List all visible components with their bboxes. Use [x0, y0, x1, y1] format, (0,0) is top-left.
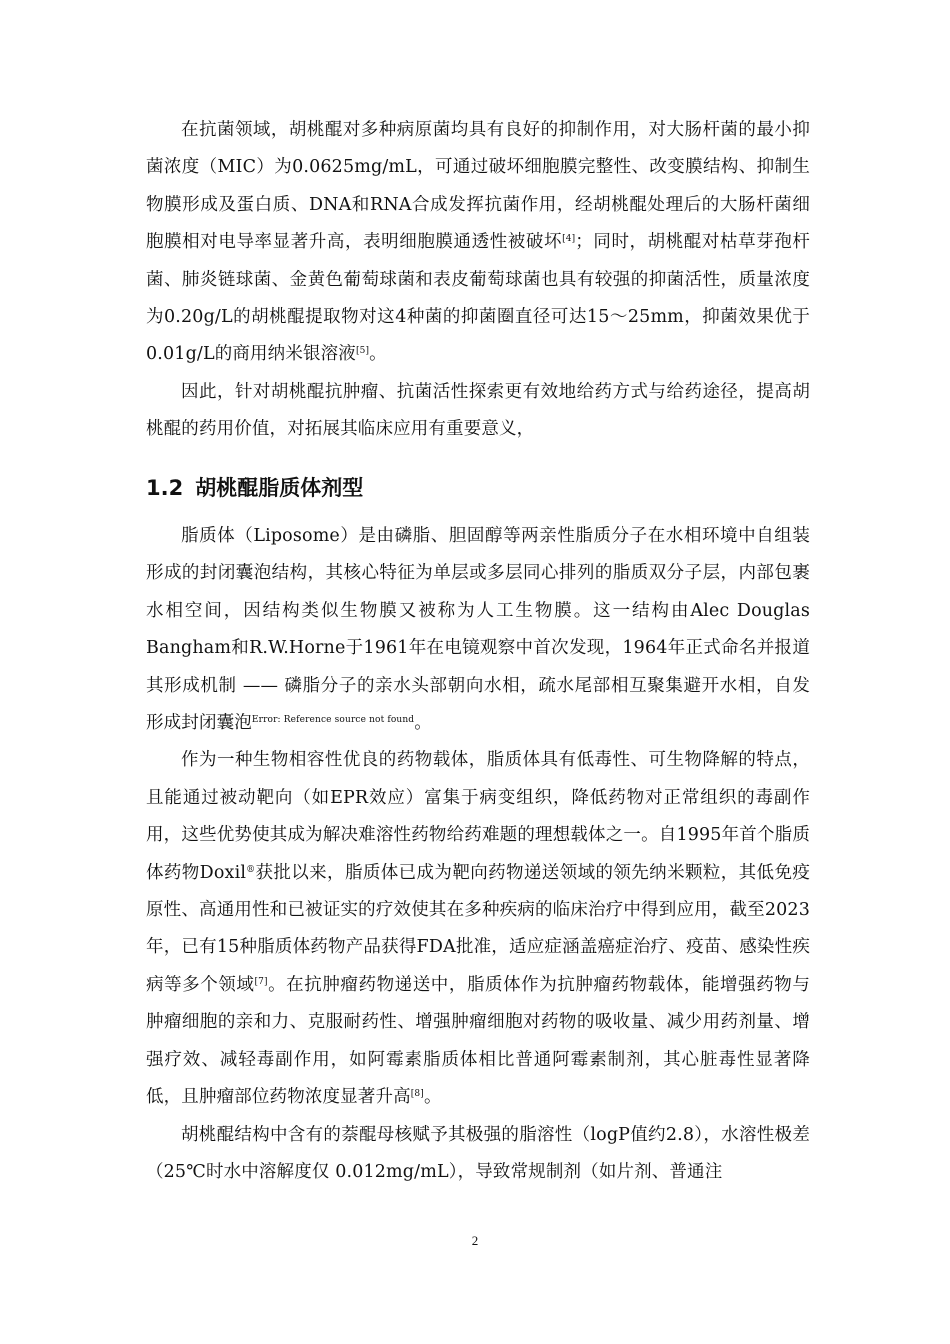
section-1-2-body	[146, 518, 810, 1191]
section-heading	[146, 470, 363, 506]
registered-mark: ®	[246, 864, 256, 875]
paragraph-text: 在抗菌领域，胡桃醌对多种病原菌均具有良好的抑制作用，对大肠杆菌的最小抑菌浓度（MIC）为0.0625mg/mL，可通过破坏细胞膜完整性、改变膜结构、抑制生物膜形成及蛋白质、DNA和RNA合成发挥抗菌作用，经胡桃醌处理后的大肠杆菌细胞膜相对电导率显著升高，表明细胞膜通透性被破坏	[146, 120, 810, 253]
citation-ref[interactable]: [5]	[355, 346, 370, 357]
section-title: 胡桃醌脂质体剂型	[195, 476, 364, 500]
paragraph-conclusion: 因此，针对胡桃醌抗肿瘤、抗菌活性探索更有效地给药方式与给药途径，提高胡桃醌的药用价值，对拓展其临床应用有重要意义，	[146, 381, 810, 440]
paragraph-text: 获批以来，脂质体已成为靶向药物递送领域的领先纳米颗粒，其低免疫原性、高通用性和已被证实的疗效使其在多种疾病的临床治疗中得到应用，截至2023年，已有15种脂质体药物产品获得FDA批准，适应症涵盖癌症治疗、疫苗、感染性疾病等多个领域	[146, 862, 810, 995]
paragraph-text: 。	[414, 713, 432, 734]
paragraph-text: 。	[423, 1087, 442, 1108]
citation-ref[interactable]: [4]	[562, 234, 576, 245]
paragraph-juglone-solubility: 胡桃醌结构中含有的萘醌母核赋予其极强的脂溶性（logP值约2.8），水溶性极差（25℃时水中溶解度仅 0.012mg/mL），导致常规制剂（如片剂、普通注	[146, 1124, 810, 1182]
section-1-1-continuation	[146, 112, 810, 449]
section-number: 1.2	[146, 476, 184, 500]
paragraph-text: 作为一种生物相容性优良的药物载体，脂质体具有低毒性、可生物降解的特点，且能通过被动靶向（如EPR效应）富集于病变组织，降低药物对正常组织的毒副作用，这些优势使其成为解决难溶性药物给药难题的理想载体之一。自1995年首个脂质体药物Doxil	[146, 750, 810, 883]
citation-ref[interactable]: [8]	[410, 1089, 424, 1100]
paragraph-text: ；同时，胡桃醌对枯草芽孢杆菌、肺炎链球菌、金黄色葡萄球菌和表皮葡萄球菌也具有较强的抑菌活性，质量浓度为0.20g/L的胡桃醌提取物对这4种菌的抑菌圈直径可达15～25mm，抑菌效果优于0.01g/L的商用纳米银溶液	[146, 232, 810, 365]
paragraph-liposome-carrier	[146, 742, 810, 1116]
page-number: 2	[471, 1233, 479, 1248]
citation-ref[interactable]: [7]	[254, 976, 268, 987]
paragraph-text: 。	[369, 344, 387, 365]
paragraph-text: 。在抗肿瘤药物递送中，脂质体作为抗肿瘤药物载体，能增强药物与肿瘤细胞的亲和力、克服耐药性、增强肿瘤细胞对药物的吸收量、减少用药剂量、增强疗效、减轻毒副作用，如阿霉素脂质体相比普通阿霉素制剂，其心脏毒性显著降低，且肿瘤部位药物浓度显著升高	[146, 974, 810, 1108]
paragraph-antibacterial	[146, 112, 810, 374]
paragraph-text: 脂质体（Liposome）是由磷脂、胆固醇等两亲性脂质分子在水相环境中自组装形成的封闭囊泡结构，其核心特征为单层或多层同心排列的脂质双分子层，内部包裹水相空间，因结构类似生物膜又被称为人工生物膜。这一结构由Alec Douglas Bangham和R.W.Horne于1961年在电镜观察中首次发现，1964年正式命名并报道其形成机制 —— 磷脂分子的亲水头部朝向水相，疏水尾部相互聚集避开水相，自发形成封闭囊泡	[146, 526, 810, 734]
citation-error: Error: Reference source not found	[251, 715, 415, 726]
paragraph-liposome-definition	[146, 518, 810, 742]
